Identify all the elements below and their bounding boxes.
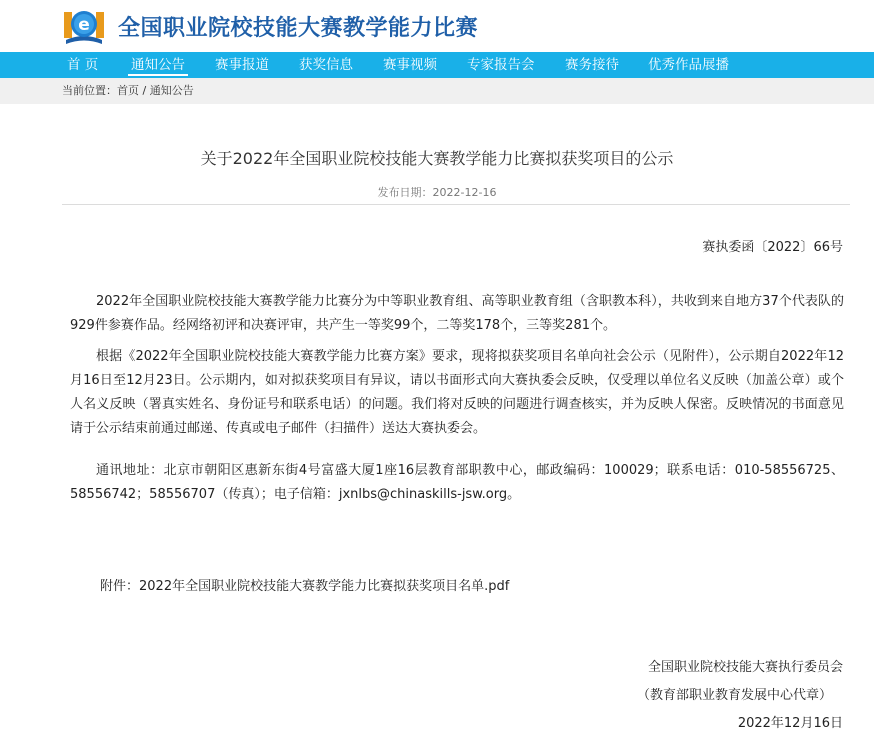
nav-notices[interactable]: 通知公告 bbox=[131, 52, 185, 78]
nav-reception[interactable]: 赛务接待 bbox=[565, 57, 619, 73]
breadcrumb-prefix: 当前位置： bbox=[62, 84, 117, 97]
breadcrumb-home[interactable]: 首页 bbox=[117, 84, 139, 97]
breadcrumb-bar bbox=[0, 78, 874, 104]
signature-seal: （教育部职业教育发展中心代章） bbox=[636, 688, 832, 703]
signature-org: 全国职业院校技能大赛执行委员会 bbox=[647, 660, 843, 675]
logo-icon[interactable] bbox=[62, 6, 108, 46]
paragraph-summary: 2022年全国职业院校技能大赛教学能力比赛分为中等职业教育组、高等职业教育组（含职教本科），共收到来自地方37个代表队的929件参赛作品。经网络初评和决赛评审，共产生一等奖99个，二等奖178个，三等奖281个。 bbox=[70, 294, 844, 333]
nav-reports[interactable]: 赛事报道 bbox=[215, 57, 269, 73]
nav-awards[interactable]: 获奖信息 bbox=[299, 57, 353, 73]
site-title[interactable]: 全国职业院校技能大赛教学能力比赛 bbox=[118, 16, 479, 41]
nav-home[interactable]: 首 页 bbox=[67, 57, 99, 73]
nav-showcase[interactable]: 优秀作品展播 bbox=[648, 57, 729, 73]
paragraph-contact: 通讯地址：北京市朝阳区惠新东街4号富盛大厦1座16层教育部职教中心，邮政编码：100029；联系电话：010-58556725、58556742；58556707（传真）；电子信箱：jxnlbs@chinaskills-jsw.org。 bbox=[70, 463, 844, 502]
nav-expert-talks[interactable]: 专家报告会 bbox=[467, 57, 535, 73]
breadcrumb-current[interactable]: 通知公告 bbox=[149, 84, 194, 97]
article-title: 关于2022年全国职业院校技能大赛教学能力比赛拟获奖项目的公示 bbox=[200, 149, 674, 168]
breadcrumb bbox=[62, 78, 194, 104]
paragraph-publicity: 根据《2022年全国职业院校技能大赛教学能力比赛方案》要求，现将拟获奖项目名单向社会公示（见附件），公示期自2022年12月16日至12月23日。公示期内，如对拟获奖项目有异议，请以书面形式向大赛执委会反映，仅受理以单位名义反映（加盖公章）或个人名义反映（署真实姓名、身份证号和联系电话）的问题。我们将对反映的问题进行调查核实，并为反映人保密。反映情况的书面意见请于公示结束前通过邮递、传真或电子邮件（扫描件）送达大赛执委会。 bbox=[70, 349, 844, 436]
nav-videos[interactable]: 赛事视频 bbox=[383, 57, 437, 73]
main-nav bbox=[0, 52, 874, 78]
publish-date: 发布日期：2022-12-16 bbox=[377, 186, 497, 199]
document-number: 赛执委函〔2022〕66号 bbox=[702, 240, 843, 255]
site-header bbox=[0, 0, 874, 52]
divider bbox=[62, 204, 850, 205]
logo-letter: e bbox=[78, 15, 90, 35]
attachment-link[interactable]: 附件：2022年全国职业院校技能大赛教学能力比赛拟获奖项目名单.pdf bbox=[100, 579, 510, 594]
signature-date: 2022年12月16日 bbox=[737, 716, 843, 731]
breadcrumb-separator: / bbox=[139, 84, 150, 97]
